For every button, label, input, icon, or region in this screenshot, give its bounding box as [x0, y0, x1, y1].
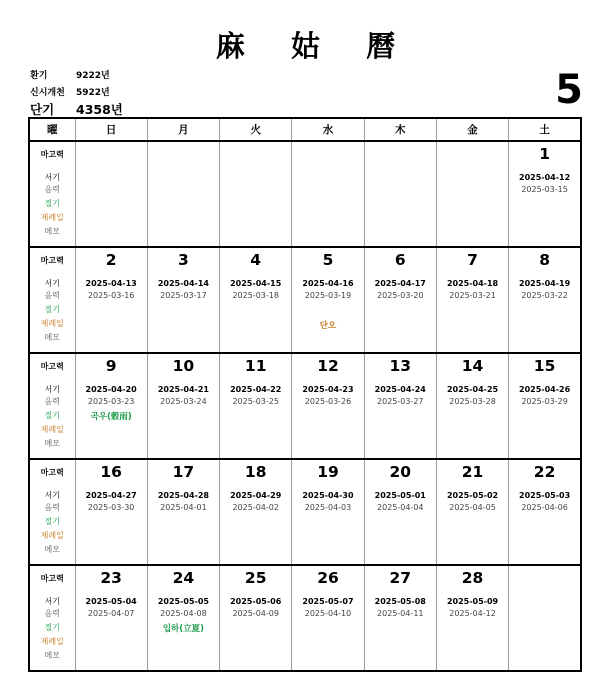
- day-cell[interactable]: [292, 141, 364, 247]
- day-cell[interactable]: [292, 565, 364, 671]
- gregorian-date: 2025-05-07: [302, 597, 354, 606]
- day-cell[interactable]: [364, 565, 436, 671]
- row-label-eumryeok: 음력: [44, 291, 60, 300]
- lunar-date: 2025-04-12: [449, 609, 496, 618]
- day-cell[interactable]: [364, 141, 436, 247]
- day-number: 5: [322, 251, 334, 269]
- row-label-seogi: 서기: [44, 385, 60, 394]
- row-label-eumryeok: 음력: [44, 185, 60, 194]
- day-number: 3: [178, 251, 189, 269]
- row-label-magoryeok: 마고력: [40, 362, 64, 371]
- row-label-jeolgi: 절기: [44, 199, 60, 208]
- lunar-date: 2025-04-03: [304, 503, 352, 512]
- gregorian-date: 2025-04-17: [374, 279, 426, 288]
- day-number: 25: [244, 569, 267, 587]
- day-number: 21: [461, 463, 484, 481]
- gregorian-date: 2025-05-05: [157, 597, 209, 606]
- dangi-info: [30, 100, 123, 118]
- gregorian-date: 2025-04-20: [85, 385, 137, 394]
- weekday-header: 火: [220, 118, 292, 141]
- gregorian-date: 2025-04-29: [230, 491, 282, 500]
- lunar-date: 2025-04-02: [232, 503, 279, 512]
- weekday-header: 水: [292, 118, 364, 141]
- row-labels: [29, 459, 75, 565]
- month-number: 5: [555, 67, 583, 113]
- gregorian-date: 2025-04-26: [519, 385, 571, 394]
- lunar-date: 2025-03-30: [87, 503, 135, 512]
- day-cell[interactable]: [436, 565, 508, 671]
- day-cell[interactable]: [509, 247, 581, 353]
- gregorian-date: 2025-05-08: [374, 597, 426, 606]
- day-cell[interactable]: [75, 459, 147, 565]
- lunar-date: 2025-03-24: [160, 397, 207, 406]
- day-number: 27: [389, 569, 412, 587]
- gregorian-date: 2025-04-14: [157, 279, 209, 288]
- day-number: 7: [467, 251, 478, 269]
- lunar-date: 2025-03-28: [449, 397, 496, 406]
- row-label-jeolgi: 절기: [44, 411, 60, 420]
- day-cell[interactable]: [509, 353, 581, 459]
- day-number: 24: [172, 569, 195, 587]
- lunar-date: 2025-03-18: [232, 291, 279, 300]
- row-label-memo: 메모: [44, 227, 60, 236]
- lunar-date: 2025-03-25: [232, 397, 279, 406]
- day-number: 2: [105, 251, 117, 269]
- row-labels: [29, 141, 75, 247]
- lunar-date: 2025-03-27: [377, 397, 424, 406]
- day-cell[interactable]: [364, 353, 436, 459]
- day-cell[interactable]: [220, 459, 292, 565]
- day-cell[interactable]: [147, 459, 219, 565]
- solar-term: 곡우(穀雨): [90, 412, 132, 422]
- week-row: [29, 141, 581, 247]
- row-label-memo: 메모: [44, 439, 60, 448]
- lunar-date: 2025-04-01: [160, 503, 207, 512]
- sinsi-value: 5922년: [76, 88, 110, 98]
- row-label-jerye: 제례일: [40, 425, 64, 434]
- gregorian-date: 2025-04-12: [519, 173, 571, 182]
- gregorian-date: 2025-04-25: [446, 385, 499, 394]
- lunar-date: 2025-03-22: [521, 291, 568, 300]
- lunar-date: 2025-04-05: [449, 503, 496, 512]
- row-label-jeolgi: 절기: [44, 517, 60, 526]
- day-number: 14: [461, 357, 484, 375]
- row-label-memo: 메모: [44, 651, 60, 660]
- row-label-eumryeok: 음력: [44, 609, 60, 618]
- lunar-date: 2025-03-19: [304, 291, 352, 300]
- day-number: 26: [317, 569, 339, 587]
- lunar-date: 2025-03-21: [449, 291, 496, 300]
- day-cell[interactable]: [147, 565, 219, 671]
- day-cell[interactable]: [292, 247, 364, 353]
- day-number: 12: [317, 357, 339, 375]
- gregorian-date: 2025-04-23: [302, 385, 354, 394]
- day-number: 22: [533, 463, 556, 481]
- row-label-jerye: 제례일: [40, 213, 64, 222]
- hwangi-value: 9222년: [76, 71, 110, 81]
- memo-text: 단오: [319, 321, 337, 331]
- week-row: [29, 565, 581, 671]
- gregorian-date: 2025-04-16: [302, 279, 354, 288]
- row-label-jerye: 제례일: [40, 637, 64, 646]
- lunar-date: 2025-03-26: [304, 397, 352, 406]
- lunar-date: 2025-03-23: [87, 397, 135, 406]
- day-number: 17: [172, 463, 195, 481]
- row-label-seogi: 서기: [44, 173, 60, 182]
- day-cell[interactable]: [220, 565, 292, 671]
- gregorian-date: 2025-05-04: [85, 597, 137, 606]
- week-row: [29, 459, 581, 565]
- dangi-label: 단기: [30, 102, 55, 117]
- gregorian-date: 2025-04-19: [519, 279, 571, 288]
- day-number: 9: [105, 357, 117, 375]
- page-title: 麻 姑 曆: [215, 29, 414, 63]
- row-label-jerye: 제례일: [40, 531, 64, 540]
- day-cell[interactable]: [292, 353, 364, 459]
- gregorian-date: 2025-05-02: [446, 491, 499, 500]
- day-cell[interactable]: [147, 247, 219, 353]
- day-cell[interactable]: [509, 565, 581, 671]
- row-label-jeolgi: 절기: [44, 305, 60, 314]
- day-cell[interactable]: [147, 353, 219, 459]
- day-number: 23: [100, 569, 122, 587]
- day-number: 16: [100, 463, 122, 481]
- week-row: [29, 247, 581, 353]
- day-cell[interactable]: [292, 459, 364, 565]
- dangi-value: 4358년: [76, 102, 123, 117]
- row-label-seogi: 서기: [44, 597, 60, 606]
- lunar-date: 2025-04-07: [87, 609, 135, 618]
- lunar-date: 2025-03-15: [521, 185, 568, 194]
- row-label-memo: 메모: [44, 545, 60, 554]
- week-row: [29, 353, 581, 459]
- day-cell[interactable]: [147, 141, 219, 247]
- day-number: 28: [461, 569, 484, 587]
- day-number: 1: [539, 145, 550, 163]
- day-number: 6: [394, 251, 406, 269]
- day-number: 20: [389, 463, 412, 481]
- gregorian-date: 2025-04-28: [157, 491, 209, 500]
- row-label-memo: 메모: [44, 333, 60, 342]
- gregorian-date: 2025-05-03: [519, 491, 571, 500]
- day-number: 15: [533, 357, 556, 375]
- day-number: 4: [250, 251, 262, 269]
- day-cell[interactable]: [364, 459, 436, 565]
- lunar-date: 2025-03-16: [87, 291, 135, 300]
- lunar-date: 2025-04-11: [377, 609, 424, 618]
- row-label-magoryeok: 마고력: [40, 150, 64, 159]
- hwangi-info: [30, 68, 110, 81]
- lunar-date: 2025-04-04: [377, 503, 424, 512]
- lunar-date: 2025-04-10: [304, 609, 352, 618]
- day-number: 13: [389, 357, 412, 375]
- row-label-jerye: 제례일: [40, 319, 64, 328]
- day-number: 19: [317, 463, 339, 481]
- gregorian-date: 2025-04-22: [230, 385, 282, 394]
- lunar-date: 2025-04-08: [160, 609, 207, 618]
- row-labels: [29, 247, 75, 353]
- day-number: 10: [172, 357, 195, 375]
- row-label-seogi: 서기: [44, 279, 60, 288]
- weekday-header: 曜: [29, 118, 75, 141]
- day-cell[interactable]: [75, 141, 147, 247]
- day-cell[interactable]: [436, 141, 508, 247]
- weekday-header: 月: [147, 118, 219, 141]
- row-label-eumryeok: 음력: [44, 397, 60, 406]
- weekday-header: 土: [509, 118, 581, 141]
- weekday-header: 日: [75, 118, 147, 141]
- row-label-eumryeok: 음력: [44, 503, 60, 512]
- gregorian-date: 2025-05-06: [230, 597, 282, 606]
- gregorian-date: 2025-04-30: [302, 491, 354, 500]
- weekday-header: 木: [364, 118, 436, 141]
- gregorian-date: 2025-05-09: [446, 597, 499, 606]
- solar-term: 입하(立夏): [162, 624, 205, 634]
- day-number: 11: [244, 357, 267, 375]
- day-cell[interactable]: [364, 247, 436, 353]
- calendar-table: [28, 117, 582, 672]
- day-cell[interactable]: [75, 353, 147, 459]
- day-number: 8: [539, 251, 550, 269]
- hwangi-label: 환기: [30, 71, 48, 81]
- gregorian-date: 2025-04-24: [374, 385, 426, 394]
- lunar-date: 2025-03-29: [521, 397, 568, 406]
- day-cell[interactable]: [436, 353, 508, 459]
- day-cell[interactable]: [220, 247, 292, 353]
- sinsi-label: 신시개천: [30, 88, 65, 98]
- lunar-date: 2025-03-20: [377, 291, 424, 300]
- day-cell[interactable]: [75, 565, 147, 671]
- row-label-seogi: 서기: [44, 491, 60, 500]
- sinsi-info: [30, 85, 110, 98]
- gregorian-date: 2025-04-21: [157, 385, 209, 394]
- lunar-date: 2025-04-06: [521, 503, 568, 512]
- gregorian-date: 2025-04-27: [85, 491, 137, 500]
- weekday-header: 金: [436, 118, 508, 141]
- day-number: 18: [244, 463, 267, 481]
- row-label-jeolgi: 절기: [44, 623, 60, 632]
- row-labels: [29, 353, 75, 459]
- lunar-date: 2025-04-09: [232, 609, 279, 618]
- day-cell[interactable]: [220, 141, 292, 247]
- day-cell[interactable]: [436, 247, 508, 353]
- gregorian-date: 2025-05-01: [374, 491, 426, 500]
- weekday-header-row: [29, 118, 581, 141]
- gregorian-date: 2025-04-13: [85, 279, 137, 288]
- row-labels: [29, 565, 75, 671]
- row-label-magoryeok: 마고력: [40, 574, 64, 583]
- day-cell[interactable]: [509, 459, 581, 565]
- day-cell[interactable]: [220, 353, 292, 459]
- gregorian-date: 2025-04-18: [446, 279, 499, 288]
- day-cell[interactable]: [436, 459, 508, 565]
- lunar-date: 2025-03-17: [160, 291, 207, 300]
- day-cell[interactable]: [75, 247, 147, 353]
- gregorian-date: 2025-04-15: [230, 279, 282, 288]
- row-label-magoryeok: 마고력: [40, 256, 64, 265]
- row-label-magoryeok: 마고력: [40, 468, 64, 477]
- day-cell[interactable]: [509, 141, 581, 247]
